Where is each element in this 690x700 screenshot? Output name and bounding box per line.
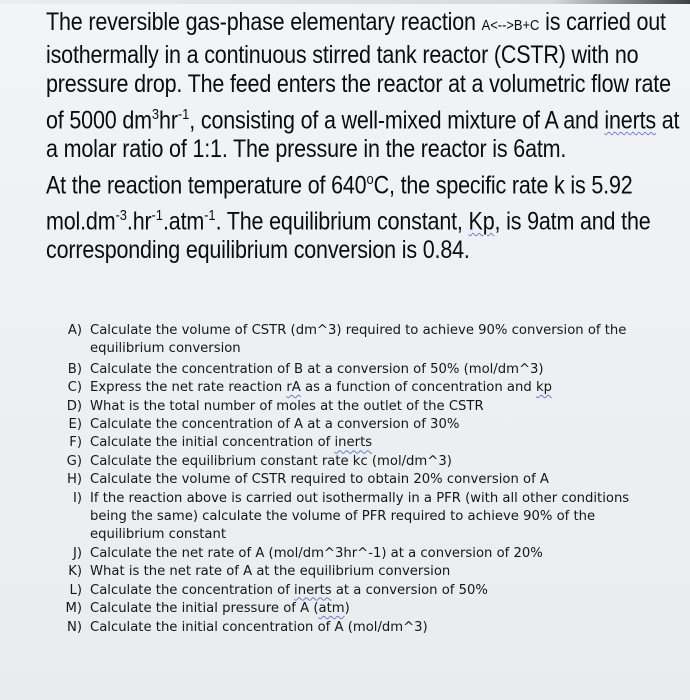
question-text: What is the net rate of A at the equilibrium conversion — [90, 564, 451, 580]
text: . The equilibrium constant, — [215, 206, 469, 235]
text: Express the net rate reaction — [90, 380, 287, 396]
question-text — [90, 379, 662, 397]
spellcheck-word: kp — [535, 380, 552, 396]
question-label: G) — [66, 453, 82, 469]
question-text — [90, 582, 662, 600]
reaction-equation: A<-->B+C — [481, 17, 540, 34]
question-text: If the reaction above is carried out isothermally in a PFR (with all other conditions being the same) calculate the volume of PFR required to achieve 90% of the equilibrium constant — [90, 490, 630, 543]
text: Calculate the initial concentration of — [90, 435, 335, 451]
text: at a conversion of 50% — [331, 582, 488, 598]
question-label: E) — [68, 417, 82, 433]
question-text: Calculate the volume of CSTR (dm^3) required to achieve 90% conversion of the equilibrium conversion — [90, 323, 627, 357]
question-item — [62, 379, 662, 397]
question-label: H) — [66, 472, 82, 488]
question-item — [62, 434, 662, 452]
superscript: -3 — [115, 206, 127, 224]
question-item — [62, 453, 662, 471]
question-text: Calculate the concentration of B at a conversion of 50% (mol/dm^3) — [90, 361, 544, 377]
question-label: M) — [65, 601, 82, 617]
spellcheck-word: Kp — [468, 206, 495, 235]
question-label: K) — [68, 564, 82, 580]
question-item — [62, 361, 662, 379]
question-item — [62, 600, 662, 618]
degree-symbol: o — [366, 170, 374, 188]
question-item — [62, 619, 662, 637]
question-item — [62, 471, 662, 489]
question-label: C) — [67, 380, 82, 396]
question-label: B) — [67, 361, 82, 377]
question-label: N) — [66, 619, 82, 635]
question-label: A) — [67, 323, 82, 338]
problem-statement — [46, 8, 682, 266]
superscript: -1 — [204, 206, 216, 224]
question-item — [62, 490, 662, 545]
text: At the reaction temperature of 640 — [46, 171, 367, 200]
question-item — [62, 582, 662, 600]
spellcheck-word: atm — [318, 601, 345, 617]
question-text: Calculate the volume of CSTR required to obtain 20% conversion of A — [90, 472, 549, 488]
question-label: F) — [69, 435, 82, 451]
question-list — [62, 322, 662, 637]
spellcheck-word: inerts — [604, 105, 656, 134]
spellcheck-word: rA — [286, 380, 301, 396]
spellcheck-word: inerts — [294, 582, 332, 598]
text: C, the specific rate k is 5.92 mol.dm — [46, 171, 633, 235]
text: .hr — [126, 206, 152, 235]
question-item — [62, 563, 662, 581]
text: , consisting of a well-mixed mixture of A and — [189, 105, 605, 134]
text: hr — [159, 105, 178, 134]
question-label: D) — [66, 398, 82, 414]
superscript: -1 — [151, 206, 163, 224]
superscript: 3 — [151, 105, 160, 123]
problem-paragraph-2 — [46, 165, 682, 266]
question-text — [90, 434, 662, 452]
spellcheck-word: inerts — [334, 435, 373, 451]
question-text — [90, 600, 662, 618]
question-item — [62, 398, 662, 416]
text: is carried out isothermally in a continuous stirred tank reactor (CSTR) with no pressure drop. The feed enters the reactor at a volumetric flow rate of 5000 dm — [46, 8, 671, 134]
text: , is 9atm and the corresponding equilibrium conversion is 0.84. — [46, 206, 651, 265]
text: ) — [344, 601, 350, 617]
text: .atm — [162, 206, 205, 235]
question-item — [62, 322, 662, 359]
superscript: -1 — [177, 105, 190, 123]
question-text: Calculate the equilibrium constant rate kc (mol/dm^3) — [90, 453, 452, 469]
text: The reversible gas-phase elementary reaction — [46, 8, 482, 36]
question-text: What is the total number of moles at the outlet of the CSTR — [90, 398, 484, 414]
question-label: J) — [72, 545, 82, 561]
top-edge — [0, 0, 690, 4]
problem-paragraph-1 — [46, 8, 682, 165]
question-label: L) — [69, 582, 82, 598]
question-label: I) — [72, 490, 82, 506]
question-text: Calculate the concentration of A at a conversion of 30% — [90, 417, 460, 433]
question-item — [62, 416, 662, 434]
text: Calculate the initial pressure of A ( — [90, 601, 319, 617]
text: as a function of concentration and — [300, 380, 536, 396]
question-text: Calculate the initial concentration of A (mol/dm^3) — [90, 619, 428, 635]
text: Calculate the concentration of — [90, 582, 295, 598]
question-item — [62, 545, 662, 563]
question-text: Calculate the net rate of A (mol/dm^3hr^-1) at a conversion of 20% — [90, 545, 543, 561]
text: at a molar ratio of 1:1. The pressure in the reactor is 6atm. — [46, 105, 680, 164]
